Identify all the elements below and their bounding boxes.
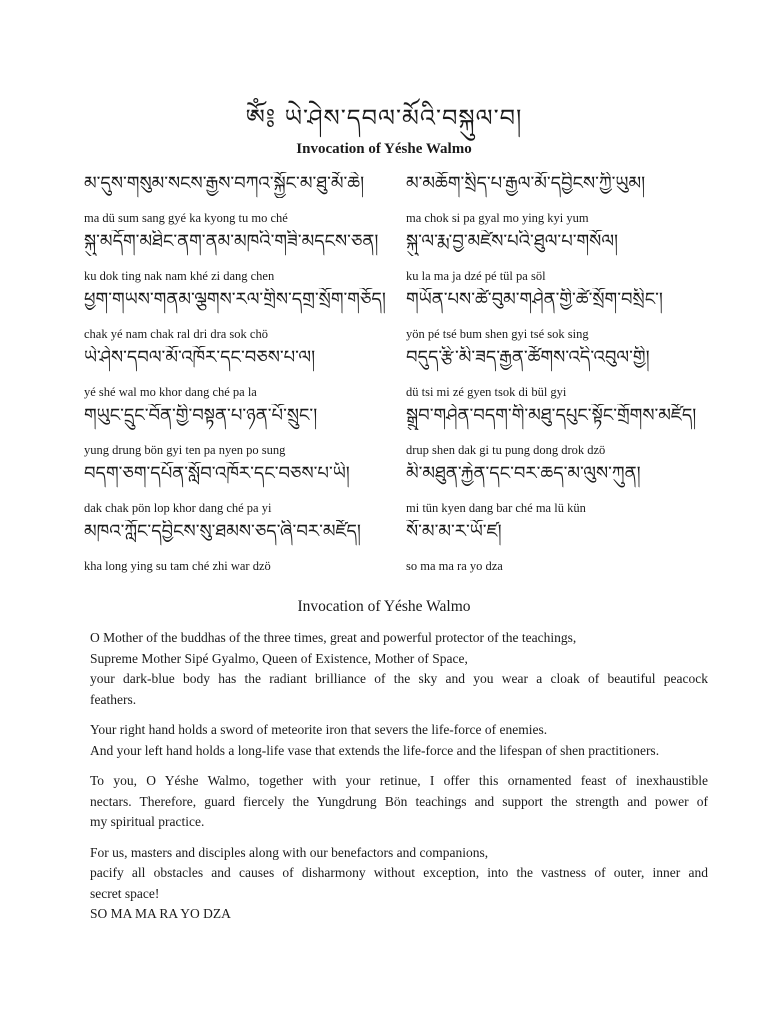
translation-body bbox=[90, 628, 708, 935]
tibetan-line: མི་མཐུན་རྐྱེན་དང་བར་ཆད་མ་ལུས་ཀུན། bbox=[406, 463, 641, 484]
verse-line bbox=[406, 230, 746, 288]
paragraph-line: Supreme Mother Sipé Gyalmo, Queen of Existence, Mother of Space, bbox=[90, 650, 468, 666]
tibetan-line: སྐུ་ལ་རྨ་བྱ་མཛེས་པའི་ཐུལ་པ་གསོལ། bbox=[406, 231, 619, 252]
transliteration-line: ma dü sum sang gyé ka kyong tu mo ché bbox=[84, 211, 288, 225]
transliteration-line: yön pé tsé bum shen gyi tsé sok sing bbox=[406, 327, 589, 341]
paragraph-line: secret space! bbox=[90, 885, 160, 901]
paragraph-line: my spiritual practice. bbox=[90, 814, 205, 829]
paragraph-line: your dark-blue body has the radiant brilliance of the sky and you wear a cloak of beautiful peacock bbox=[90, 671, 708, 686]
verse-line bbox=[406, 404, 746, 462]
verse-line bbox=[406, 520, 746, 578]
paragraph-line: pacify all obstacles and causes of disharmony without exception, into the vastness of outer, inner and bbox=[90, 865, 708, 880]
tibetan-line: མ་དུས་གསུམ་སངས་རྒྱས་བཀའ་སྐྱོང་མ་ཐུ་མོ་ཆེ། bbox=[84, 173, 365, 194]
translation-paragraph bbox=[90, 771, 708, 833]
verse-line bbox=[406, 288, 746, 346]
tibetan-line: བདག་ཅག་དཔོན་སློབ་འཁོར་དང་བཅས་པ་ཡི། bbox=[84, 463, 350, 484]
verse-column-right bbox=[406, 172, 746, 578]
transliteration-line: mi tün kyen dang bar ché ma lü kün bbox=[406, 501, 586, 515]
verse-line bbox=[84, 404, 424, 462]
translation-paragraph bbox=[90, 720, 708, 761]
tibetan-line: ཡེ་ཤེས་དབལ་མོ་འཁོར་དང་བཅས་པ་ལ། bbox=[84, 347, 316, 368]
tibetan-line: སྐུ་མདོག་མཐིང་ནག་ནམ་མཁའི་གཟི་མདངས་ཅན། bbox=[84, 231, 379, 252]
tibetan-line: མཁའ་ཀློང་དབྱིངས་སུ་ཐམས་ཅད་ཞི་བར་མཛོད། bbox=[84, 521, 361, 542]
transliteration-line: chak yé nam chak ral dri dra sok chö bbox=[84, 327, 268, 341]
verse-line bbox=[406, 346, 746, 404]
verse-line bbox=[84, 230, 424, 288]
paragraph-line: feathers. bbox=[90, 691, 137, 707]
verse-line bbox=[84, 288, 424, 346]
paragraph-line: To you, O Yéshe Walmo, together with your retinue, I offer this ornamented feast of inexhaustible bbox=[90, 773, 708, 788]
transliteration-line: dak chak pön lop khor dang ché pa yi bbox=[84, 501, 272, 515]
transliteration-line: ku la ma ja dzé pé tül pa söl bbox=[406, 269, 546, 283]
title-tibetan: ཨོཾ༔ ཡེ་ཤེས་དབལ་མོའི་བསྐུལ་བ། bbox=[245, 104, 523, 132]
translation-paragraph bbox=[90, 628, 708, 710]
tibetan-line: མ་མཆོག་སྲིད་པ་རྒྱལ་མོ་དབྱིངས་ཀྱི་ཡུམ། bbox=[406, 173, 646, 194]
paragraph-line: O Mother of the buddhas of the three times, great and powerful protector of the teachings, bbox=[90, 630, 577, 645]
verse-line bbox=[406, 462, 746, 520]
transliteration-line: yé shé wal mo khor dang ché pa la bbox=[84, 385, 257, 399]
tibetan-line: སྒྲུབ་གཤེན་བདག་གི་མཐུ་དཔུང་སྟོང་གྲོགས་མཛོད། bbox=[406, 405, 697, 426]
verse-line bbox=[84, 346, 424, 404]
paragraph-line: Your right hand holds a sword of meteorite iron that severs the life-force of enemies. bbox=[90, 722, 548, 737]
tibetan-line: སོ་མ་མ་ར་ཡོ་ཛ། bbox=[406, 521, 502, 542]
transliteration-line: dü tsi mi zé gyen tsok di bül gyi bbox=[406, 385, 567, 399]
tibetan-line: བདུད་རྩི་མི་ཟད་རྒྱན་ཚོགས་འདི་འབུལ་གྱི། bbox=[406, 347, 650, 368]
transliteration-line: yung drung bön gyi ten pa nyen po sung bbox=[84, 443, 286, 457]
transliteration-line: kha long ying su tam ché zhi war dzö bbox=[84, 559, 271, 573]
transliteration-line: ma chok si pa gyal mo ying kyi yum bbox=[406, 211, 589, 225]
verse-line bbox=[84, 462, 424, 520]
paragraph-line: And your left hand holds a long-life vase that extends the life-force and the lifespan of shen practitioners. bbox=[90, 742, 660, 758]
paragraph-line: SO MA MA RA YO DZA bbox=[90, 906, 231, 921]
verse-line bbox=[406, 172, 746, 230]
paragraph-line: For us, masters and disciples along with our benefactors and companions, bbox=[90, 844, 489, 860]
transliteration-line: so ma ma ra yo dza bbox=[406, 559, 503, 573]
transliteration-line: ku dok ting nak nam khé zi dang chen bbox=[84, 269, 275, 283]
tibetan-line: གཡོན་པས་ཚེ་བུམ་གཤེན་གྱི་ཚེ་སྲོག་བསྲིང་། bbox=[406, 289, 663, 310]
title-english: Invocation of Yéshe Walmo bbox=[296, 141, 472, 157]
verse-line bbox=[84, 172, 424, 230]
verse-column-left bbox=[84, 172, 424, 578]
tibetan-line: ཕྱག་གཡས་གནམ་ལྕགས་རལ་གྲིས་དགྲ་སྲོག་གཅོད། bbox=[84, 289, 386, 310]
tibetan-line: གཡུང་དྲུང་བོན་གྱི་བསྟན་པ་ཉན་པོ་སྲུང་། bbox=[84, 405, 318, 426]
translation-paragraph bbox=[90, 843, 708, 925]
translation-heading: Invocation of Yéshe Walmo bbox=[297, 598, 471, 615]
verse-line bbox=[84, 520, 424, 578]
transliteration-line: drup shen dak gi tu pung dong drok dzö bbox=[406, 443, 606, 457]
paragraph-line: nectars. Therefore, guard fiercely the Yungdrung Bön teachings and support the strength and power of bbox=[90, 793, 708, 809]
